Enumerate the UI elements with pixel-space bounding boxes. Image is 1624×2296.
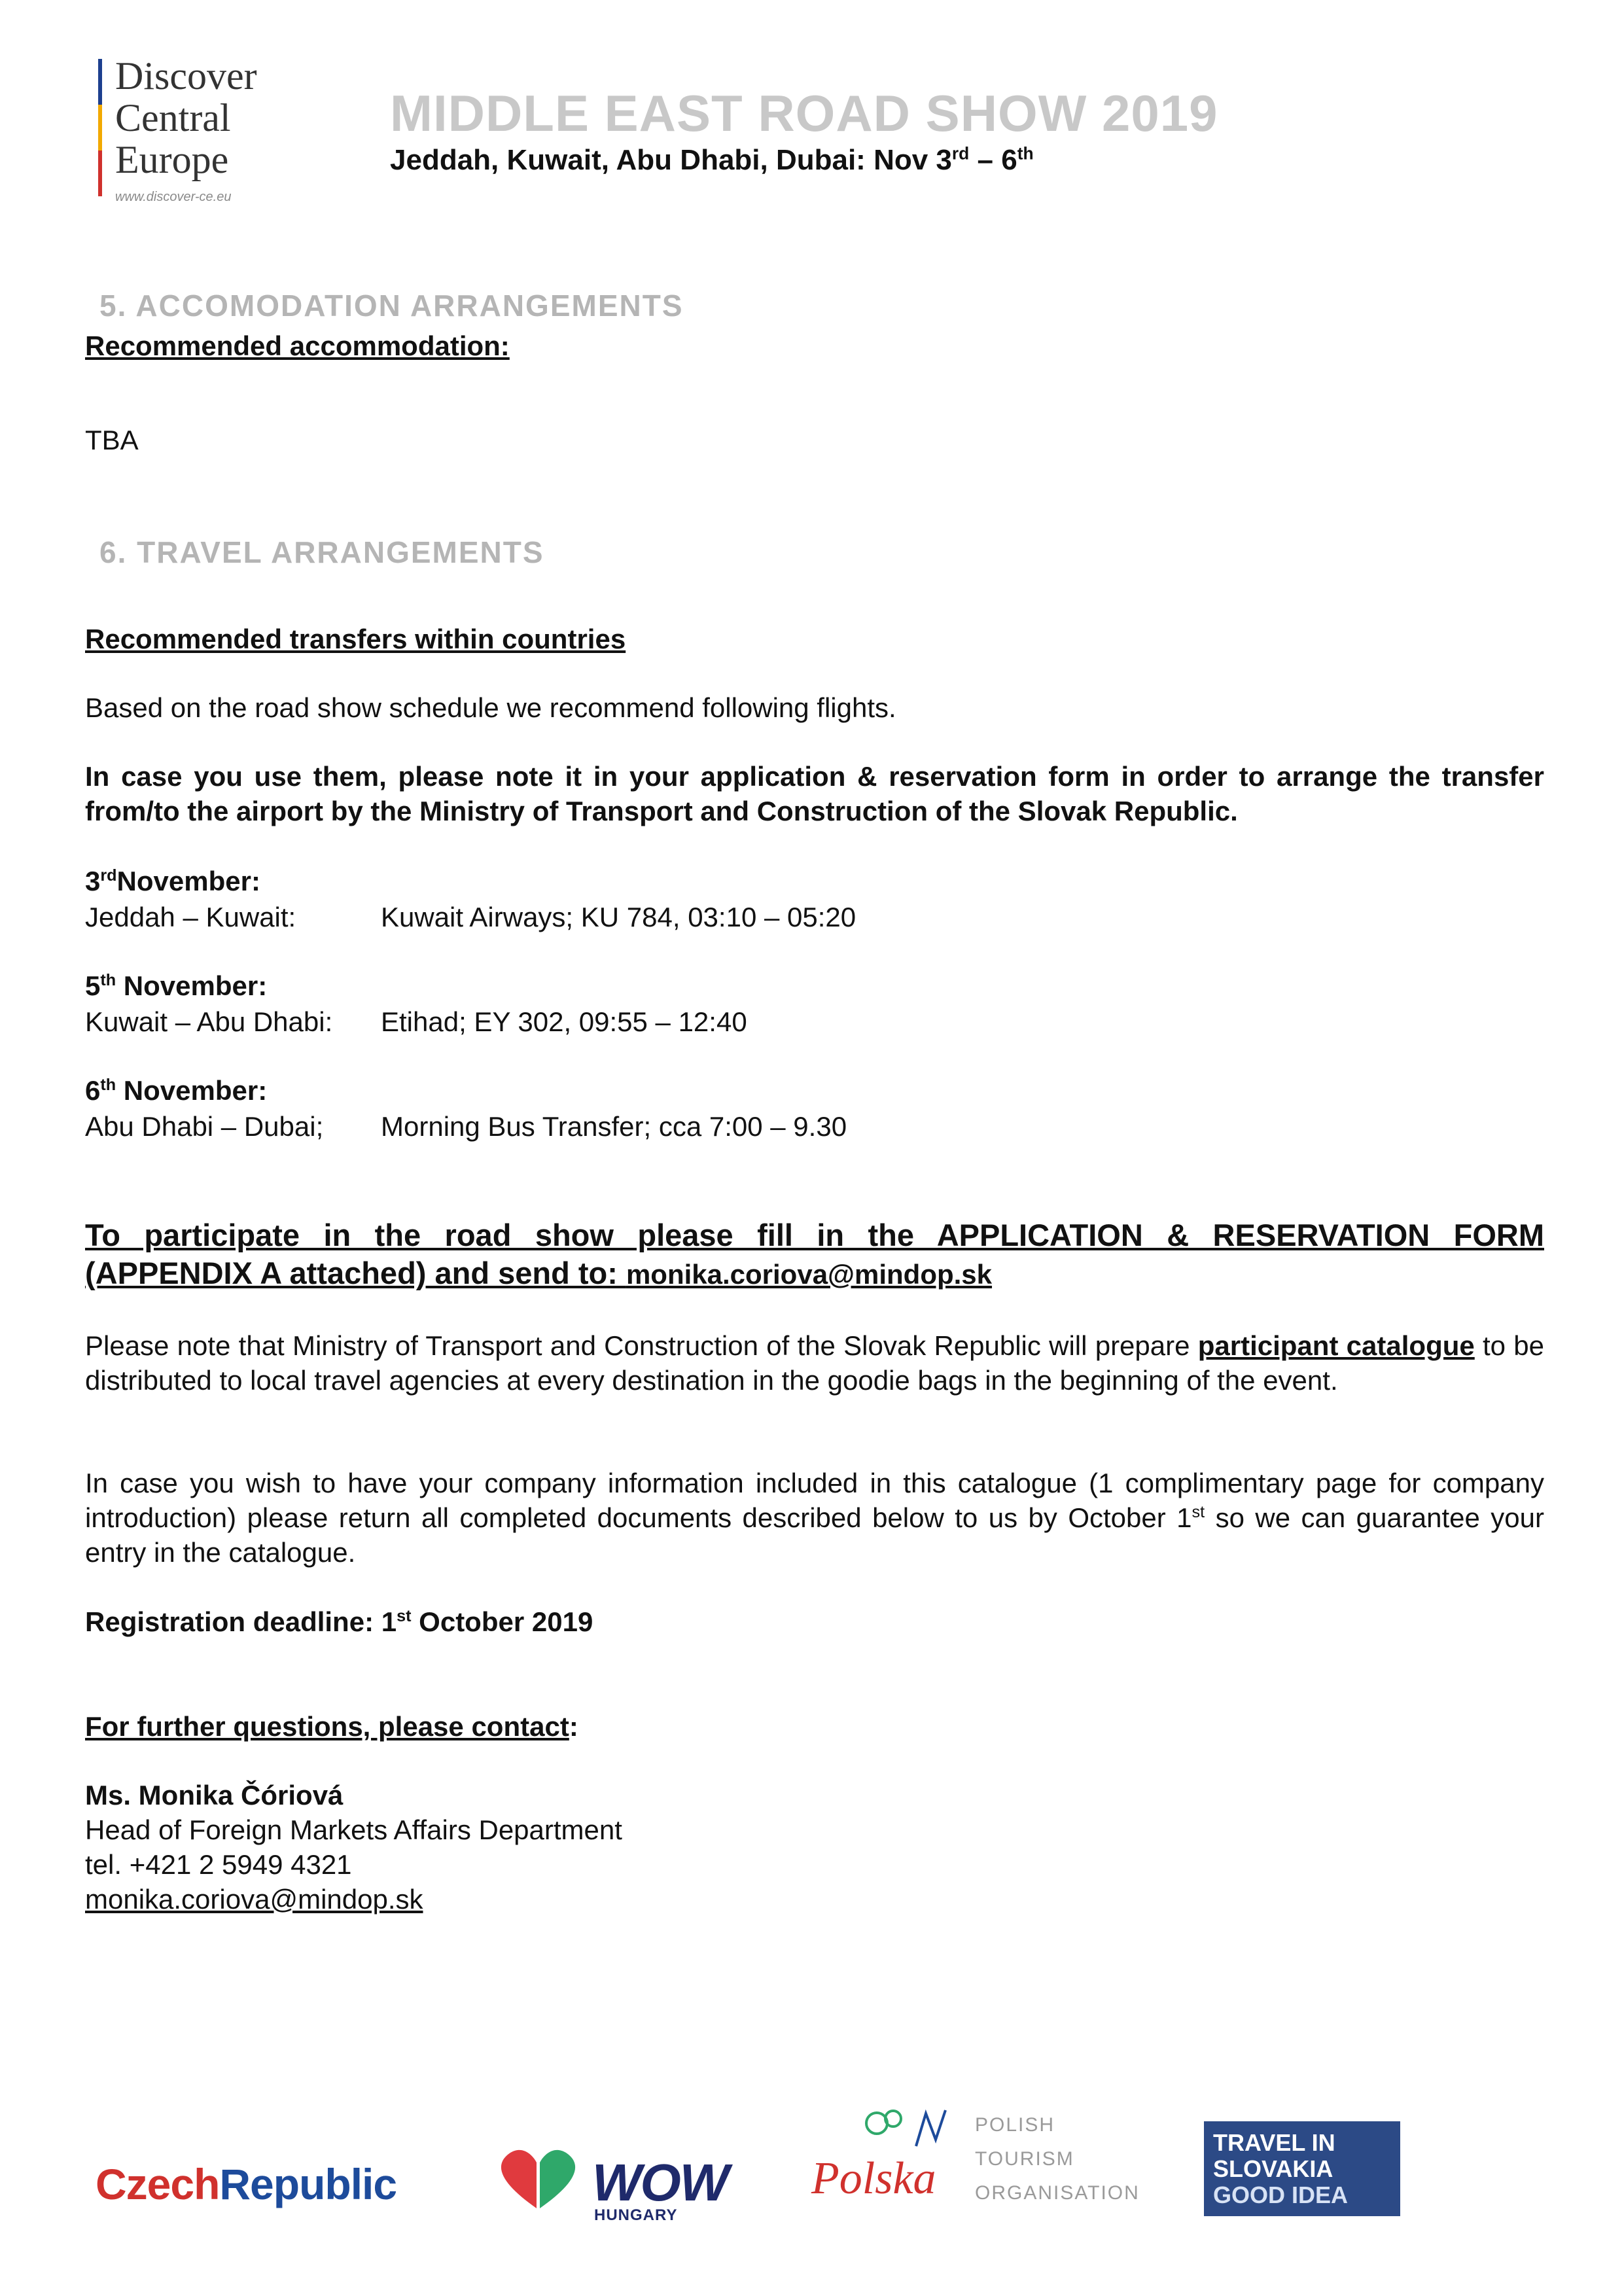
polish-tourism-organisation-logo xyxy=(975,2108,1140,2210)
flight-date: 6th November: xyxy=(85,1075,268,1106)
accommodation-subheading: Recommended accommodation: xyxy=(85,330,510,361)
slovakia-line: GOOD IDEA xyxy=(1213,2181,1349,2208)
registration-deadline: Registration deadline: 1st October 2019 xyxy=(85,1606,593,1637)
logo-line: Europe xyxy=(115,138,229,181)
slovakia-line: SLOVAKIA xyxy=(1213,2155,1333,2182)
transfers-intro: Based on the road show schedule we recommend following flights. xyxy=(85,692,896,723)
pto-line: ORGANISATION xyxy=(975,2182,1140,2204)
hungary-heart-icon xyxy=(491,2140,589,2218)
contact-email-link[interactable]: monika.coriova@mindop.sk xyxy=(85,1884,423,1915)
wow-hungary-logo: WOW xyxy=(592,2153,728,2212)
pto-line: TOURISM xyxy=(975,2148,1074,2170)
catalogue-paragraph: Please note that Ministry of Transport and Construction of the Slovak Republic will prepare participant catalogue to be distributed to local travel agencies at every destination in the goodie bags in the beginning of the event. xyxy=(85,1330,1545,1396)
participate-email-link[interactable]: monika.coriova@mindop.sk xyxy=(626,1259,993,1290)
flight-route: Jeddah – Kuwait: xyxy=(85,902,296,932)
logo-line: Central xyxy=(115,96,231,139)
czech-republic-logo: CzechRepublic xyxy=(96,2160,397,2208)
polska-logo: Polska xyxy=(811,2153,936,2204)
wow-hungary-subtitle: HUNGARY xyxy=(594,2206,678,2224)
flight-details: Morning Bus Transfer; cca 7:00 – 9.30 xyxy=(381,1111,847,1142)
participate-line-2: (APPENDIX A attached) and send to: monika.coriova@mindop.sk xyxy=(85,1256,993,1290)
contact-position: Head of Foreign Markets Affairs Department xyxy=(85,1814,622,1845)
flight-route: Kuwait – Abu Dhabi: xyxy=(85,1006,333,1037)
participate-line-1: To participate in the road show please fill in the APPLICATION & RESERVATION FORM xyxy=(85,1218,1544,1252)
flight-date: 3rdNovember: xyxy=(85,866,260,896)
transfers-note: In case you use them, please note it in your application & reservation form in order to arrange the transfer from/to the airport by the Ministry of Transport and Construction of the Slovak Republic. xyxy=(85,761,1544,826)
logo-line: Discover xyxy=(115,54,257,97)
contact-phone: tel. +421 2 5949 4321 xyxy=(85,1849,352,1880)
flight-details: Etihad; EY 302, 09:55 – 12:40 xyxy=(381,1006,747,1037)
transfers-subheading: Recommended transfers within countries xyxy=(85,624,626,654)
company-info-paragraph: In case you wish to have your company information included in this catalogue (1 complimentary page for company introduction) please return all completed documents described below to us by October 1st so we can guarantee your entry in the catalogue. xyxy=(85,1468,1544,1568)
flight-route: Abu Dhabi – Dubai; xyxy=(85,1111,324,1142)
page-title: MIDDLE EAST ROAD SHOW 2019 xyxy=(390,84,1218,142)
contact-heading: For further questions, please contact: xyxy=(85,1711,578,1742)
slovakia-line: TRAVEL IN xyxy=(1213,2129,1335,2156)
page-subtitle: Jeddah, Kuwait, Abu Dhabi, Dubai: Nov 3rd – 6th xyxy=(390,143,1034,176)
contact-name: Ms. Monika Čóriová xyxy=(85,1780,344,1810)
discover-central-europe-logo xyxy=(115,55,257,181)
section-6-title: 6. TRAVEL ARRANGEMENTS xyxy=(99,535,544,569)
travel-in-slovakia-logo xyxy=(1204,2121,1400,2216)
logo-color-bar xyxy=(98,59,103,196)
flight-details: Kuwait Airways; KU 784, 03:10 – 05:20 xyxy=(381,902,856,932)
pto-line: POLISH xyxy=(975,2114,1055,2136)
logo-url: www.discover-ce.eu xyxy=(115,190,232,204)
section-5-title: 5. ACCOMODATION ARRANGEMENTS xyxy=(99,289,684,323)
accommodation-value: TBA xyxy=(85,425,139,455)
flight-date: 5th November: xyxy=(85,970,268,1001)
participant-catalogue-link: participant catalogue xyxy=(1197,1330,1475,1361)
